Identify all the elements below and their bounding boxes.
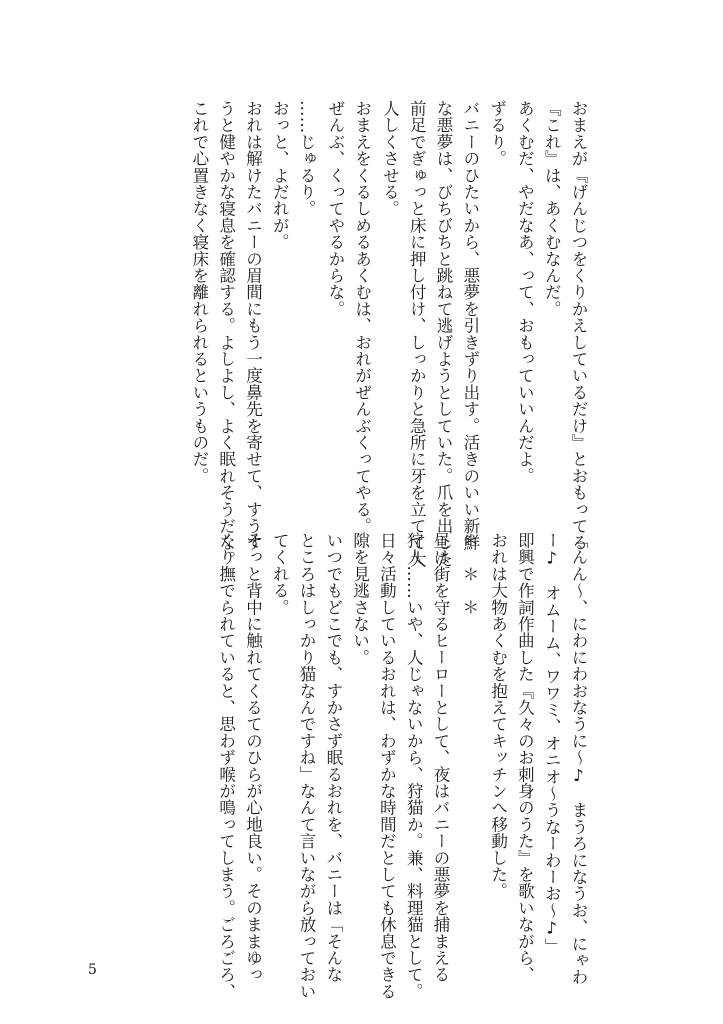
bottom-text-block bbox=[212, 532, 591, 1000]
text-line: 人しくさせる。 bbox=[380, 100, 400, 217]
text-line: ぜんぶ、くってやるからな。 bbox=[325, 100, 345, 318]
section-break-stars: ＊ ＊ ＊ bbox=[459, 532, 479, 616]
text-line: 隙を見逃さない。 bbox=[350, 532, 370, 666]
text-line: ずるり。 bbox=[487, 100, 507, 167]
text-line: な悪夢は、びちびちと跳ねて逃げようとしていた。爪を出した bbox=[434, 100, 454, 568]
text-line: これで心置きなく寝床を離れられるというものだ。 bbox=[189, 100, 209, 485]
text-line: てくれる。 bbox=[270, 532, 290, 616]
text-line: 日々活動しているおれは、わずかな時間だとしても休息できる bbox=[377, 532, 397, 1000]
text-line: いつでもどこでも、すかさず眠るおれを、バニーは「そんな bbox=[323, 532, 343, 983]
top-text-block bbox=[185, 100, 591, 568]
text-line: おれは大物あくむを抱えてキッチンへ移動した。 bbox=[488, 532, 508, 900]
text-line: あくむだ、やだなあ、って、おもっていいんだよ。 bbox=[515, 100, 535, 485]
text-line: 即興で作詞作曲した『久々のお刺身のうた』を歌いながら、 bbox=[515, 532, 535, 983]
text-line: おまえをくるしめるあくむは、おれがぜんぶくってやる。 bbox=[352, 100, 372, 535]
text-line: 『これ』は、あくむなんだ。 bbox=[542, 100, 562, 318]
text-line: くり撫でられていると、思わず喉が鳴ってしまう。ごろごろ、 bbox=[216, 532, 236, 1000]
blank-line bbox=[453, 532, 454, 932]
blank-line bbox=[319, 100, 320, 500]
text-line: 前足でぎゅっと床に押し付け、しっかりと急所に牙を立てて大 bbox=[407, 100, 427, 568]
text-line: おっと、よだれが。 bbox=[270, 100, 290, 251]
text-line: ところはしっかり猫なんですね」なんて言いながら放っておい bbox=[297, 532, 317, 1000]
text-line: おまえが『げんじつをくりかえしているだけ』とおもってる bbox=[569, 100, 588, 551]
page-number: 5 bbox=[88, 962, 97, 978]
text-line: 「んん〜、にわにわおなうに〜♪ まうろになうお、にゃわ bbox=[569, 532, 588, 986]
text-line: ー♪ オムーム、ワワミ、オニオ〜うなーわーお〜♪」 bbox=[542, 532, 562, 955]
text-line: そっと背中に触れてくるてのひらが心地良い。そのままゆっ bbox=[243, 532, 263, 983]
blank-line bbox=[482, 532, 483, 932]
text-line: 狩人……いや、人じゃないから、狩猫か。兼、料理猫として。 bbox=[404, 532, 424, 1000]
text-line: ……じゅるり。 bbox=[297, 100, 317, 217]
text-line: 昼は街を守るヒーローとして、夜はバニーの悪夢を捕まえる bbox=[431, 532, 451, 983]
text-line: おれは解けたバニーの眉間にもう一度鼻先を寄せて、すうす bbox=[243, 100, 263, 551]
text-line: バニーのひたいから、悪夢を引きずり出す。活きのいい新鮮 bbox=[460, 100, 480, 551]
text-line: うと健やかな寝息を確認する。よしよし、よく眠れそうだな。 bbox=[216, 100, 236, 568]
